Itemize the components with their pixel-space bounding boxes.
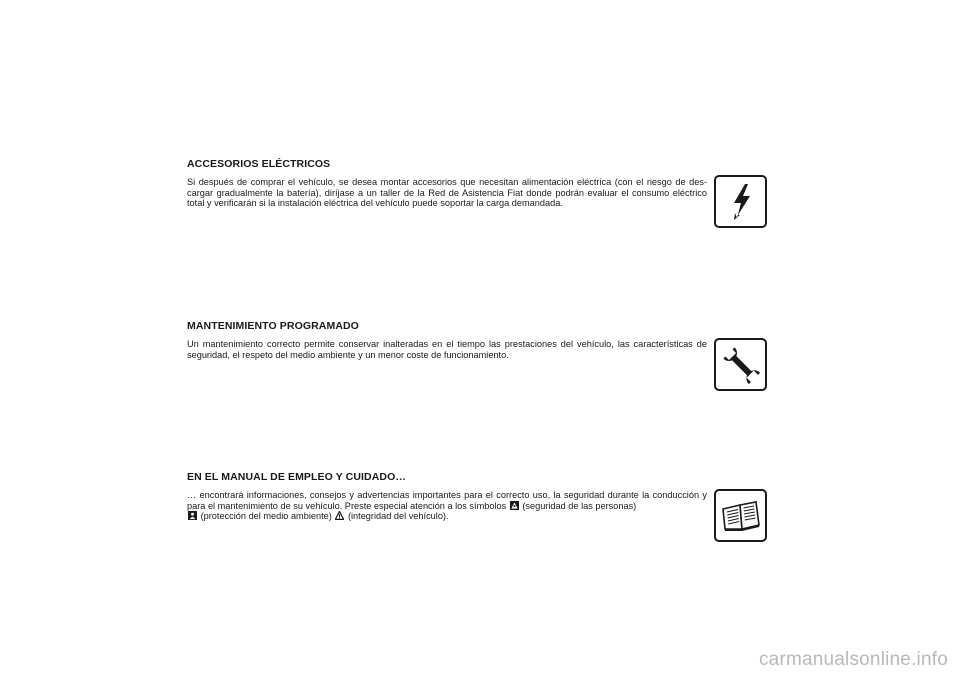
vehicle-integrity-symbol-icon xyxy=(335,511,344,520)
section-body: Un mantenimiento correcto permite conservar inalteradas en el tiempo las prestaciones del vehículo, las características de seguridad, el respeto del medio ambiente y un menor coste de funcionamiento. xyxy=(187,339,707,360)
wrench-icon xyxy=(714,338,767,391)
section-body: Si después de comprar el vehículo, se desea montar accesorios que necesitan alimentación eléctrica (con el riesgo de descargar gradualmente la batería), diríjase a un taller de la Red de Asistencia Fiat donde podrán evaluar el consumo eléctrico total y verificarán si la instalación eléctrica del vehículo puede soportar la carga demandada. xyxy=(187,177,707,209)
open-book-icon xyxy=(714,489,767,542)
personal-safety-symbol-icon xyxy=(510,501,519,510)
section-title: EN EL MANUAL DE EMPLEO Y CUIDADO… xyxy=(187,471,406,483)
section-body: … encontrará informaciones, consejos y advertencias importantes para el correcto uso, la seguridad durante la conducción y para el mantenimiento de su vehículo. Preste especial atención a los símbolos (seguridad de las personas) (protección del medio ambiente) (integridad del vehículo). xyxy=(187,490,707,522)
section-electrical-accessories xyxy=(187,158,707,209)
section-manual-contents xyxy=(187,471,707,522)
watermark: carmanualsonline.info xyxy=(758,649,948,670)
environment-protection-symbol-icon xyxy=(188,511,197,520)
section-scheduled-maintenance xyxy=(187,320,707,360)
section-title: ACCESORIOS ELÉCTRICOS xyxy=(187,158,331,170)
section-title: MANTENIMIENTO PROGRAMADO xyxy=(187,320,359,332)
lightning-bolt-icon xyxy=(714,175,767,228)
